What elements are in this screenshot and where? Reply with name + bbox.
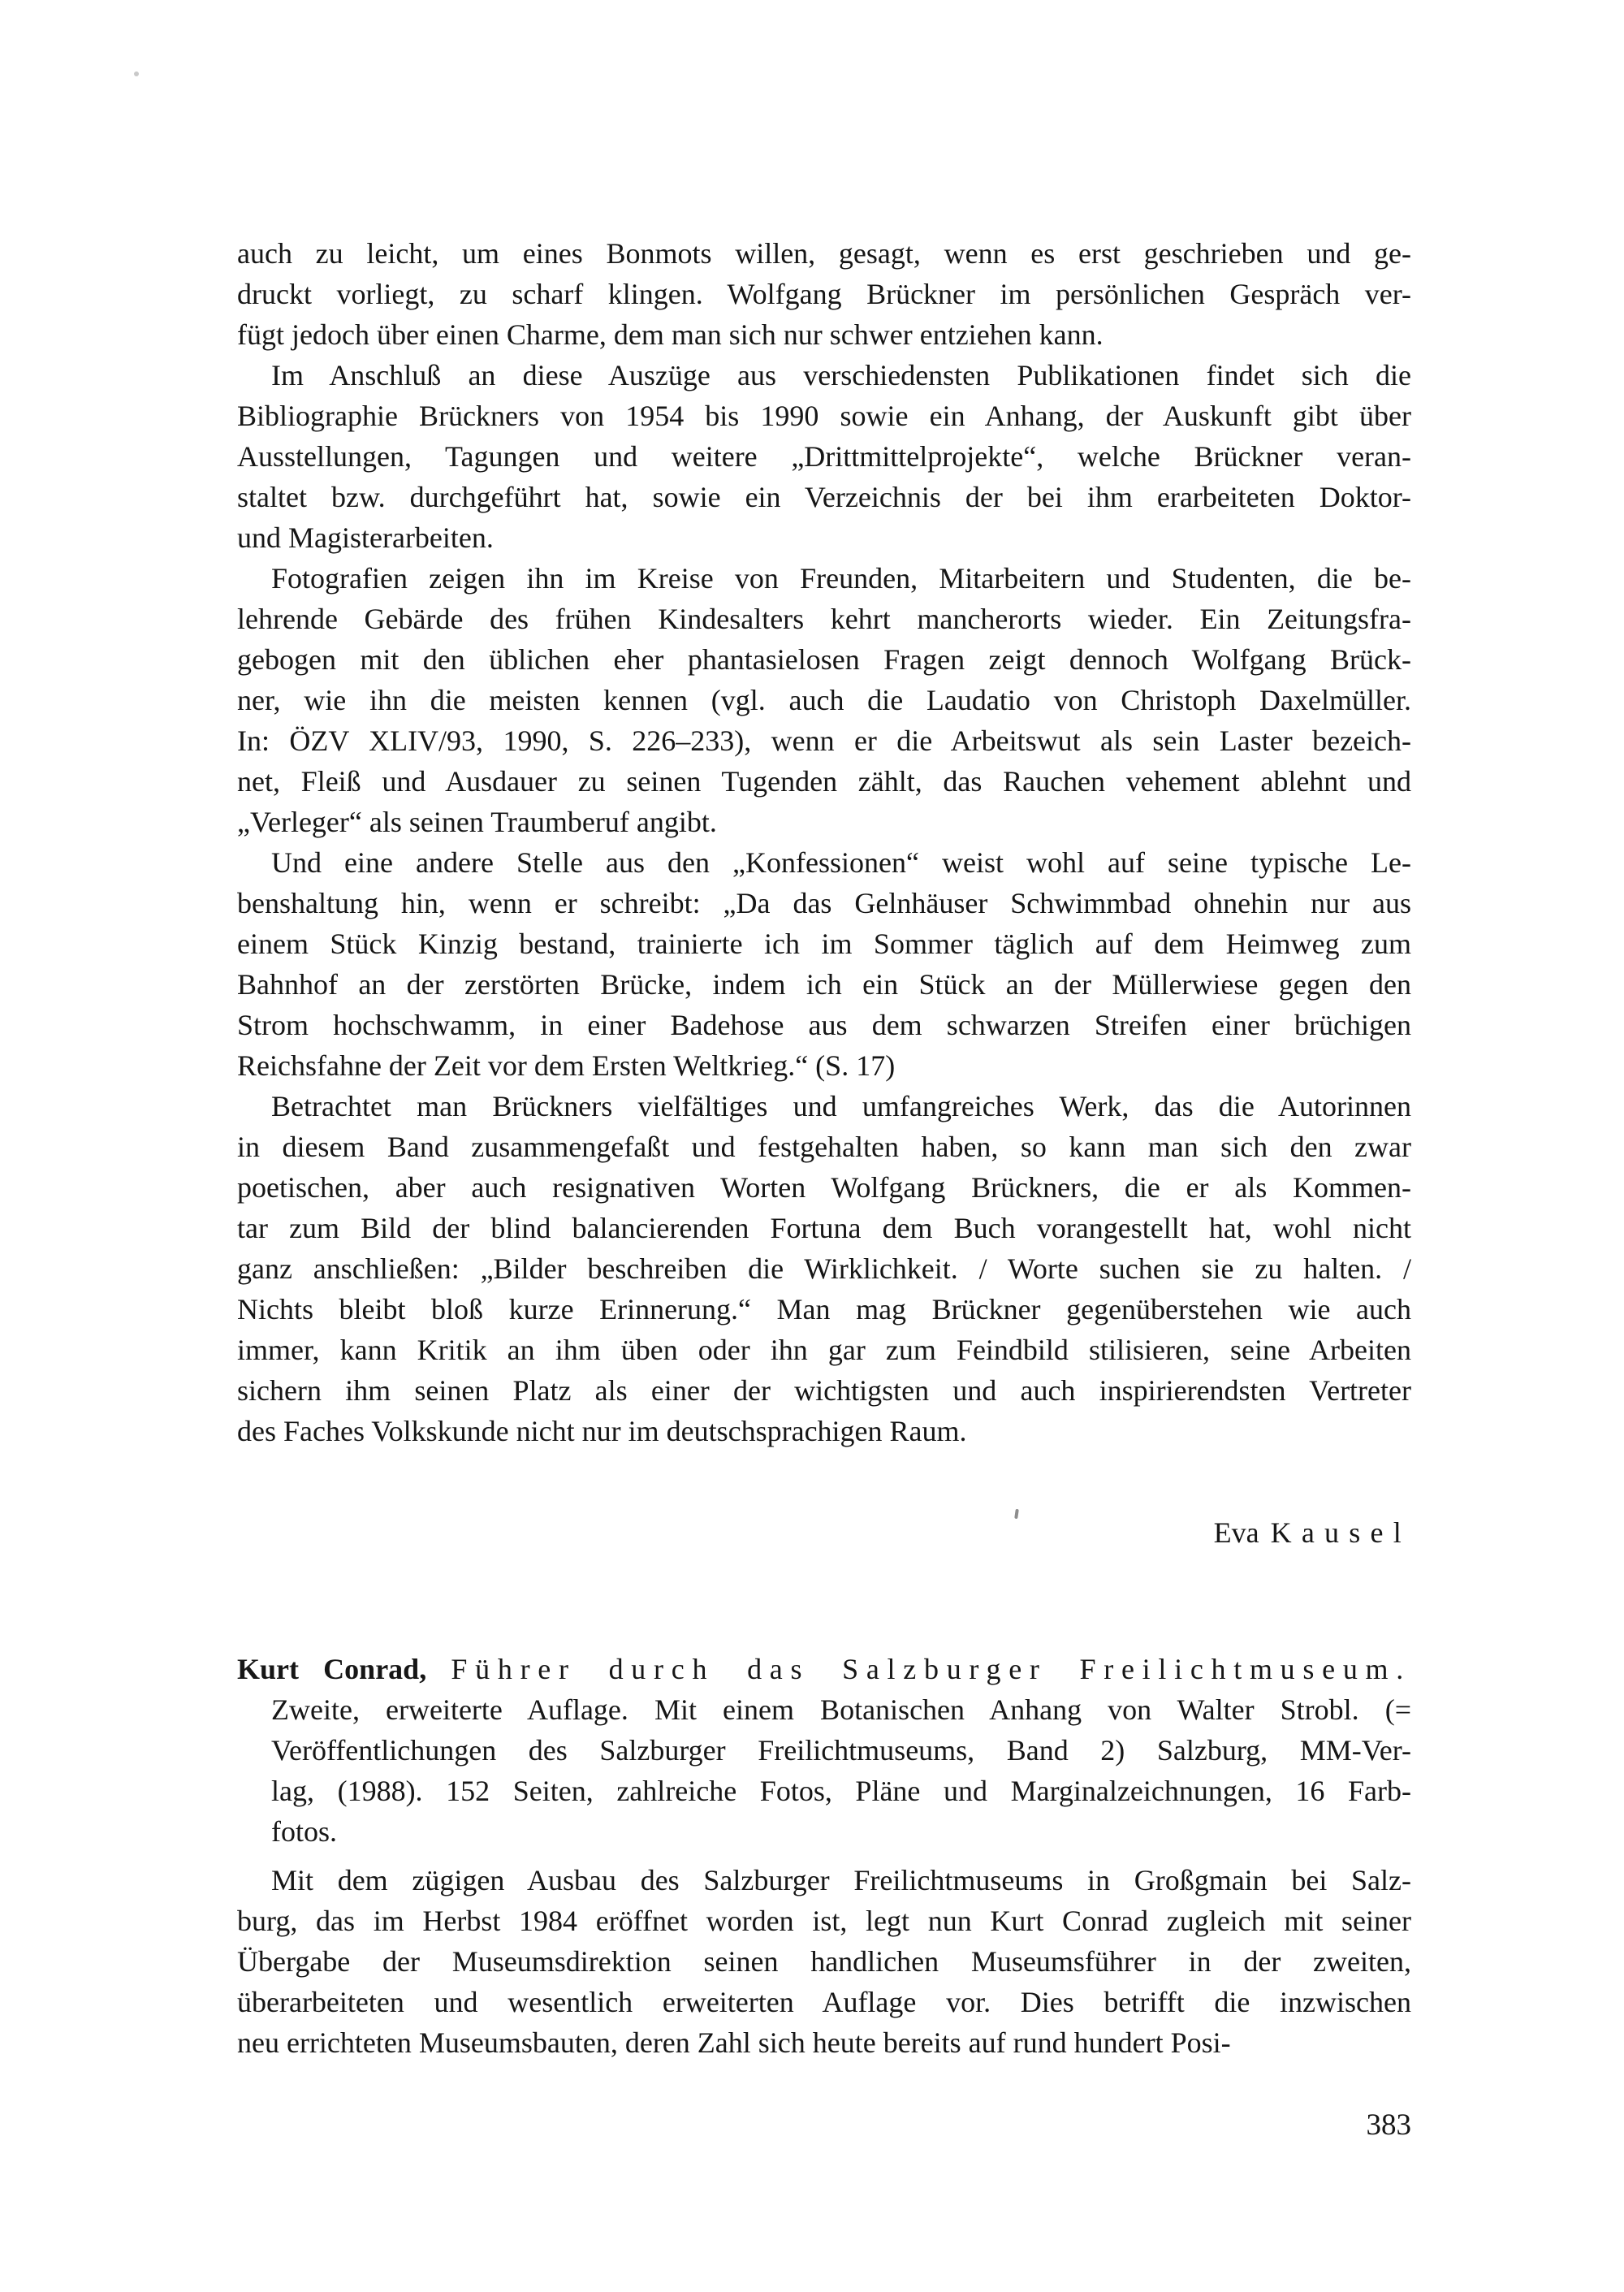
paragraph: [237, 1860, 1411, 2063]
paragraph: [237, 1086, 1411, 1451]
text-line: Im Anschluß an diese Auszüge aus verschiedensten Publikationen findet sich die: [271, 359, 1411, 391]
paragraph: [237, 842, 1411, 1086]
text-line: fotos.: [271, 1815, 337, 1848]
text-line: in diesem Band zusammengefaßt und festgehalten haben, so kann man sich den zwar: [237, 1131, 1411, 1163]
text-line: net, Fleiß und Ausdauer zu seinen Tugenden zählt, das Rauchen vehement ablehnt und: [237, 765, 1411, 798]
text-line: Betrachtet man Brückners vielfältiges und umfangreiches Werk, das die Autorinnen: [271, 1090, 1411, 1122]
text-line: Veröffentlichungen des Salzburger Freilichtmuseums, Band 2) Salzburg, MM-Ver-: [271, 1734, 1411, 1767]
text-line: fügt jedoch über einen Charme, dem man sich nur schwer entziehen kann.: [237, 318, 1104, 351]
text-line: des Faches Volkskunde nicht nur im deutschsprachigen Raum.: [237, 1415, 967, 1447]
text-line: Bibliographie Brückners von 1954 bis 1990 sowie ein Anhang, der Auskunft gibt über: [237, 400, 1411, 432]
text-line: immer, kann Kritik an ihm üben oder ihn gar zum Feindbild stilisieren, seine Arbeiten: [237, 1334, 1411, 1366]
text-line: Strom hochschwamm, in einer Badehose aus dem schwarzen Streifen einer brüchigen: [237, 1009, 1411, 1041]
entry-author: Kurt Conrad,: [237, 1653, 427, 1685]
text-line: Reichsfahne der Zeit vor dem Ersten Weltkrieg.“ (S. 17): [237, 1049, 896, 1082]
text-line: lehrende Gebärde des frühen Kindesalters kehrt mancherorts wieder. Ein Zeitungsfra-: [237, 603, 1411, 635]
text-line: druckt vorliegt, zu scharf klingen. Wolfgang Brückner im persönlichen Gespräch ver-: [237, 278, 1411, 310]
reviewer-first-name: Eva: [1213, 1516, 1259, 1549]
text-line: und Magisterarbeiten.: [237, 521, 494, 554]
text-line: sichern ihm seinen Platz als einer der wichtigsten und auch inspirierendsten Vertreter: [237, 1374, 1411, 1407]
scan-artifact-dot: [134, 71, 139, 76]
text-line: ganz anschließen: „Bilder beschreiben die Wirklichkeit. / Worte suchen sie zu halten. /: [237, 1252, 1411, 1285]
entry-heading-first-line: [237, 1649, 1411, 1689]
text-line: Ausstellungen, Tagungen und weitere „Drittmittelprojekte“, welche Brückner veran-: [237, 440, 1411, 473]
bibliographic-entry-heading: [237, 1649, 1411, 1852]
text-line: Zweite, erweiterte Auflage. Mit einem Botanischen Anhang von Walter Strobl. (=: [271, 1693, 1411, 1726]
text-line: Nichts bleibt bloß kurze Erinnerung.“ Man mag Brückner gegenüberstehen wie auch: [237, 1293, 1411, 1325]
text-line: In: ÖZV XLIV/93, 1990, S. 226–233), wenn er die Arbeitswut als sein Laster bezeich-: [237, 724, 1411, 757]
text-line: gebogen mit den üblichen eher phantasielosen Fragen zeigt dennoch Wolfgang Brück-: [237, 643, 1411, 676]
text-line: lag, (1988). 152 Seiten, zahlreiche Fotos, Pläne und Marginalzeichnungen, 16 Farb-: [271, 1775, 1411, 1807]
text-line: benshaltung hin, wenn er schreibt: „Da das Gelnhäuser Schwimmbad ohnehin nur aus: [237, 887, 1411, 919]
paragraph: [237, 558, 1411, 842]
paragraph: [237, 355, 1411, 558]
paragraph-continuation: [237, 233, 1411, 355]
entry-heading-details: [237, 1689, 1411, 1852]
text-line: staltet bzw. durchgeführt hat, sowie ein Verzeichnis der bei ihm erarbeiteten Doktor-: [237, 481, 1411, 513]
reviewer-last-name: Kausel: [1270, 1516, 1411, 1549]
text-line: poetischen, aber auch resignativen Worten Wolfgang Brückners, die er als Kommen-: [237, 1171, 1411, 1204]
reviewer-signature: [237, 1512, 1411, 1553]
text-line: neu errichteten Museumsbauten, deren Zahl sich heute bereits auf rund hundert Posi-: [237, 2026, 1231, 2059]
text-line: einem Stück Kinzig bestand, trainierte ich im Sommer täglich auf dem Heimweg zum: [237, 928, 1411, 960]
text-line: ner, wie ihn die meisten kennen (vgl. auch die Laudatio von Christoph Daxelmüller.: [237, 684, 1411, 716]
text-line: überarbeiteten und wesentlich erweiterten Auflage vor. Dies betrifft die inzwischen: [237, 1986, 1411, 2018]
review-text-block: [237, 233, 1411, 2063]
text-line: Fotografien zeigen ihn im Kreise von Freunden, Mitarbeitern und Studenten, die be-: [271, 562, 1411, 595]
page-number: 383: [1366, 2108, 1411, 2142]
text-line: tar zum Bild der blind balancierenden Fortuna dem Buch vorangestellt hat, wohl nicht: [237, 1212, 1411, 1244]
text-line: „Verleger“ als seinen Traumberuf angibt.: [237, 806, 717, 838]
text-line: burg, das im Herbst 1984 eröffnet worden ist, legt nun Kurt Conrad zugleich mit seiner: [237, 1905, 1411, 1937]
text-line: auch zu leicht, um eines Bonmots willen, gesagt, wenn es erst geschrieben und ge-: [237, 237, 1411, 270]
text-line: Und eine andere Stelle aus den „Konfessionen“ weist wohl auf seine typische Le-: [271, 846, 1411, 879]
text-line: Bahnhof an der zerstörten Brücke, indem ich ein Stück an der Müllerwiese gegen den: [237, 968, 1411, 1001]
text-line: Mit dem zügigen Ausbau des Salzburger Freilichtmuseums in Großgmain bei Salz-: [271, 1864, 1411, 1896]
text-line: Übergabe der Museumsdirektion seinen handlichen Museumsführer in der zweiten,: [237, 1945, 1411, 1978]
entry-title-spaced: Führer durch das Salzburger Freilichtmuseum.: [451, 1653, 1411, 1685]
